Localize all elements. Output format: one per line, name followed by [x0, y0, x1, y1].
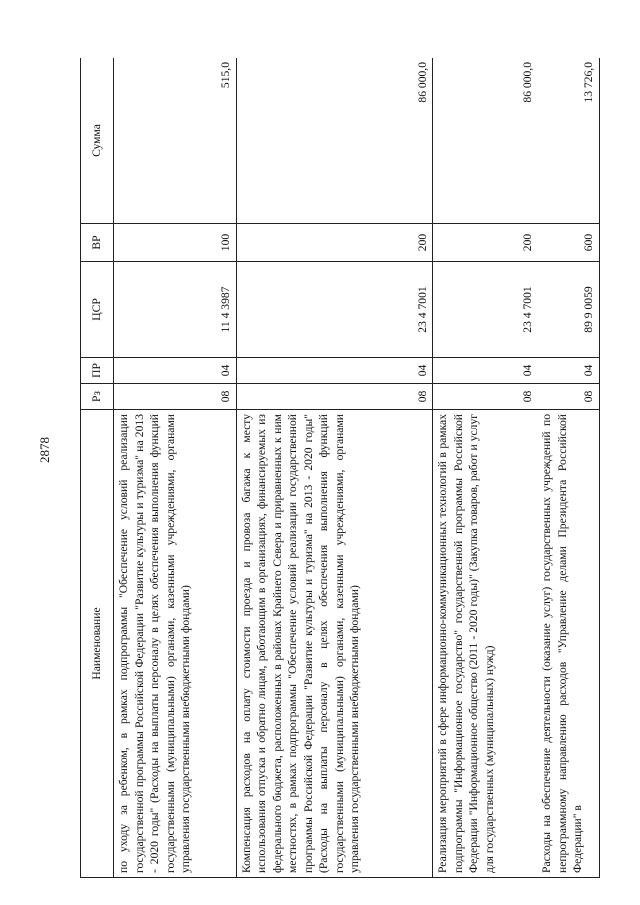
row-csr: 23 4 7001 [236, 262, 433, 358]
table-row [236, 58, 433, 878]
row-csr: 11 4 3987 [114, 262, 237, 358]
row-pr: 04 [236, 358, 433, 384]
row-vr: 100 [114, 224, 237, 262]
row-csr: 89 9 0059 [537, 262, 599, 358]
row-sum: 515,0 [114, 58, 237, 224]
row-rz: 08 [537, 384, 599, 410]
budget-table [80, 58, 600, 878]
row-name: по уходу за ребенком, в рамках подпрограммы "Обеспечение условий реализации государственной программы Российской Федерации "Развитие культуры и туризма" на 2013 - 2020 годы" (Расходы на выплаты персоналу в целях обеспечения выполнения функций государственными (муниципальными) органами, казенными учреждениями, органами управления государственными внебюджетными фондами) [114, 410, 237, 878]
row-vr: 200 [433, 224, 537, 262]
row-rz: 08 [114, 384, 237, 410]
row-csr: 23 4 7001 [433, 262, 537, 358]
header-vr: ВР [81, 224, 114, 262]
table-row [114, 58, 237, 878]
table-row [433, 58, 537, 878]
row-rz: 08 [433, 384, 537, 410]
table-header-row [81, 58, 114, 878]
row-pr: 04 [114, 358, 237, 384]
header-rz: Рз [81, 384, 114, 410]
page-number-text: 2878 [37, 437, 52, 463]
table-row [537, 58, 599, 878]
header-sum: Сумма [81, 58, 114, 224]
row-name: Компенсация расходов на оплату стоимости проезда и провоза багажа к месту использования отпуска и обратно лицам, работающим в организациях, финансируемых из федерального бюджета, расположенных в районах Крайнего Севера и приравненных к ним местностях, в рамках подпрограммы "Обеспечение условий реализации государственной программы Российской Федерации "Развитие культуры и туризма" на 2013 - 2020 годы" (Расходы на выплаты персоналу в целях обеспечения выполнения функций государственными (муниципальными) органами, казенными учреждениями, органами управления государственными внебюджетными фондами) [236, 410, 433, 878]
row-rz: 08 [236, 384, 433, 410]
row-sum: 13 726,0 [537, 58, 599, 224]
row-name: Реализация мероприятий в сфере информационно-коммуникационных технологий в рамках подпрограммы "Информационное государство" государственной программы Российской Федерации "Информационное общество (2011 - 2020 годы)" (Закупка товаров, работ и услуг для государственных (муниципальных) нужд) [433, 410, 537, 878]
header-csr: ЦСР [81, 262, 114, 358]
row-pr: 04 [433, 358, 537, 384]
row-sum: 86 000,0 [236, 58, 433, 224]
row-name: Расходы на обеспечение деятельности (оказание услуг) государственных учреждений по непрограммному направлению расходов "Управление делами Президента Российской Федерации" в [537, 410, 599, 878]
budget-table-stage [80, 58, 600, 878]
row-sum: 86 000,0 [433, 58, 537, 224]
header-pr: ПР [81, 358, 114, 384]
budget-table-rotated [80, 58, 600, 878]
page-number [30, 430, 60, 470]
row-pr: 04 [537, 358, 599, 384]
row-vr: 600 [537, 224, 599, 262]
row-vr: 200 [236, 224, 433, 262]
header-name: Наименование [81, 410, 114, 878]
